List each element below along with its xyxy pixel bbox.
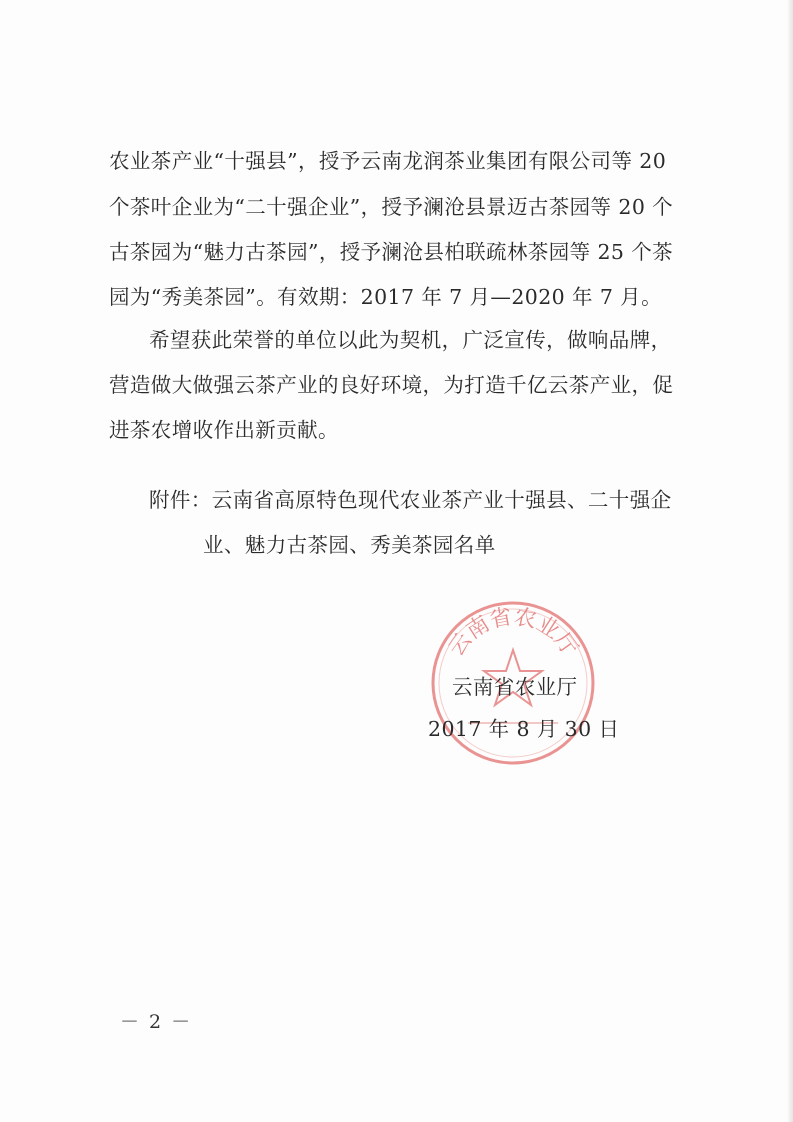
- body-line-3: 古茶园为“魅力古茶园”，授予澜沧县柏联疏林茶园等 25 个茶: [109, 240, 674, 264]
- signature-org: 云南省农业厅: [452, 675, 578, 699]
- paragraph2-line-3: 进茶农增收作出新贡献。: [109, 418, 339, 442]
- attachment-line-2: 业、魅力古茶园、秀美茶园名单: [203, 533, 496, 557]
- paragraph2-line-1: 希望获此荣誉的单位以此为契机，广泛宣传，做响品牌，: [149, 328, 672, 352]
- seal-text: 云南省农业厅: [443, 604, 583, 662]
- scan-edge-shadow: [787, 0, 793, 1122]
- body-line-2: 个茶叶企业为“二十强企业”，授予澜沧县景迈古茶园等 20 个: [109, 195, 674, 219]
- body-line-4: 园为“秀美茶园”。有效期：2017 年 7 月—2020 年 7 月。: [109, 285, 662, 309]
- paragraph2-line-2: 营造做大做强云茶产业的良好环境，为打造千亿云茶产业，促: [109, 373, 674, 397]
- attachment-line-1: 附件：云南省高原特色现代农业茶产业十强县、二十强企: [149, 488, 672, 512]
- body-line-1: 农业茶产业“十强县”，授予云南龙润茶业集团有限公司等 20: [109, 149, 667, 173]
- page-number: － 2 －: [120, 1011, 193, 1033]
- signature-date: 2017 年 8 月 30 日: [428, 717, 620, 741]
